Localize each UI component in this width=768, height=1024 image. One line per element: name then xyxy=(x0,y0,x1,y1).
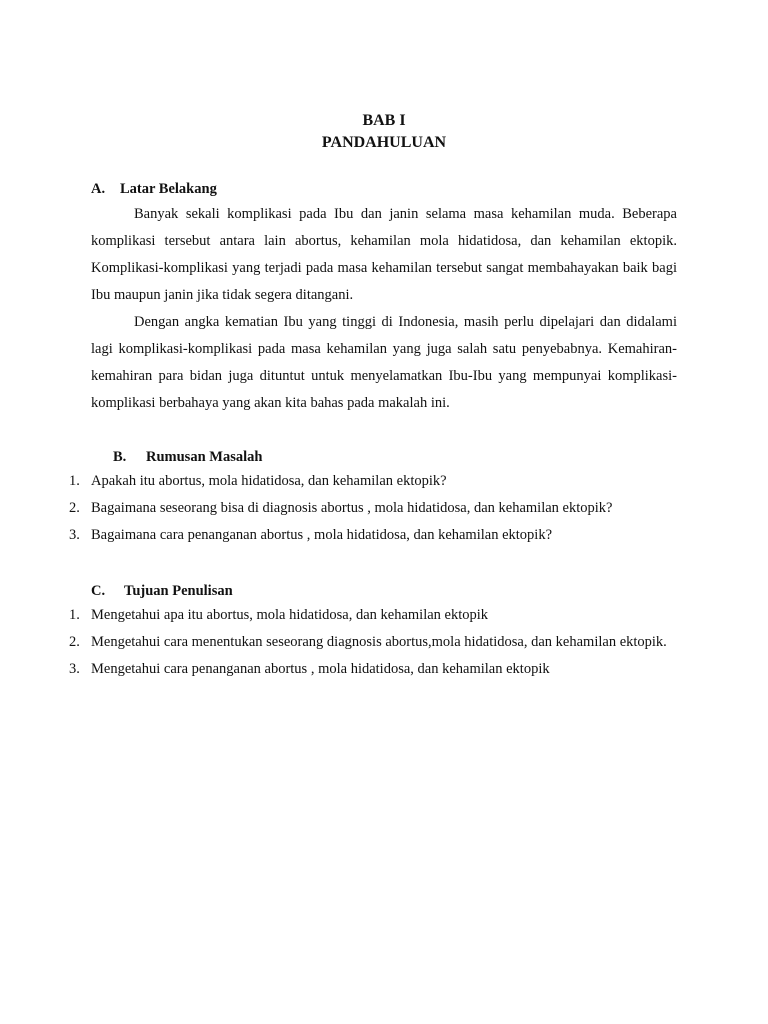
list-number: 1. xyxy=(69,473,80,489)
paragraph-2: Dengan angka kematian Ibu yang tinggi di Indonesia, masih perlu dipelajari dan didalami lagi komplikasi-komplikasi pada masa kehamilan yang juga salah satu penyebabnya. Kemahiran-kemahiran para bidan juga dituntut untuk menyelamatkan Ibu-Ibu yang mempunyai komplikasi-komplikasi berbahaya yang akan kita bahas pada makalah ini. xyxy=(91,314,677,411)
section-b-heading xyxy=(113,448,262,466)
list-text: Bagaimana cara penanganan abortus , mola hidatidosa, dan kehamilan ektopik? xyxy=(91,527,553,543)
list-text: Bagaimana seseorang bisa di diagnosis abortus , mola hidatidosa, dan kehamilan ektopik? xyxy=(91,500,613,516)
list-item xyxy=(69,629,677,656)
list-text: Mengetahui apa itu abortus, mola hidatidosa, dan kehamilan ektopik xyxy=(91,607,489,623)
list-item xyxy=(69,495,677,522)
problem-list xyxy=(69,468,677,549)
list-text: Apakah itu abortus, mola hidatidosa, dan kehamilan ektopik? xyxy=(91,473,447,489)
section-b-title: Rumusan Masalah xyxy=(146,449,263,465)
list-number: 3. xyxy=(69,661,80,677)
section-b-letter: B. xyxy=(113,449,127,465)
section-c-heading xyxy=(91,582,233,600)
list-number: 3. xyxy=(69,527,80,543)
list-number: 1. xyxy=(69,607,80,623)
list-text: Mengetahui cara menentukan seseorang diagnosis abortus,mola hidatidosa, dan kehamilan ektopik. xyxy=(91,634,667,650)
section-a-title: Latar Belakang xyxy=(120,181,217,197)
section-a-heading xyxy=(91,180,217,198)
list-number: 2. xyxy=(69,500,80,516)
section-a-letter: A. xyxy=(91,181,106,197)
paragraph-1: Banyak sekali komplikasi pada Ibu dan janin selama masa kehamilan muda. Beberapa komplikasi tersebut antara lain abortus, kehamilan mola hidatidosa, dan kehamilan ektopik. Komplikasi-komplikasi yang terjadi pada masa kehamilan tersebut sangat membahayakan baik bagi Ibu maupun janin jika tidak segera ditangani. xyxy=(91,206,677,303)
list-item xyxy=(69,656,677,683)
list-number: 2. xyxy=(69,634,80,650)
section-c-letter: C. xyxy=(91,583,106,599)
list-item xyxy=(69,522,677,549)
chapter-number: BAB I xyxy=(362,112,406,129)
objective-list xyxy=(69,602,677,683)
section-c-title: Tujuan Penulisan xyxy=(124,583,233,599)
list-item xyxy=(69,602,677,629)
list-item xyxy=(69,468,677,495)
chapter-title: PANDAHULUAN xyxy=(321,134,447,151)
list-text: Mengetahui cara penanganan abortus , mola hidatidosa, dan kehamilan ektopik xyxy=(91,661,550,677)
